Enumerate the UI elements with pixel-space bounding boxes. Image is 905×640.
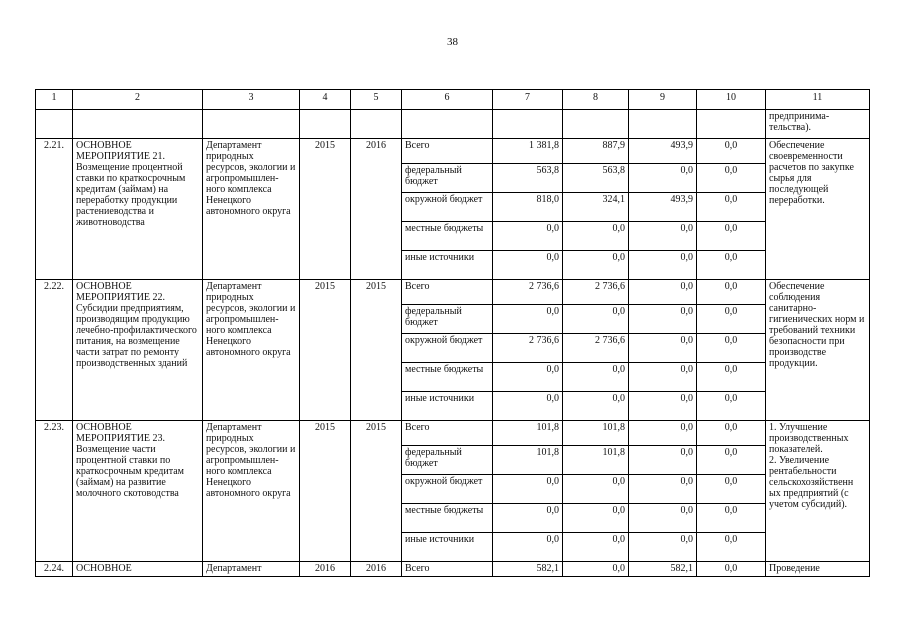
responsible-department: Департамент: [203, 562, 300, 577]
funding-source: местные бюджеты: [402, 363, 493, 392]
amount-year-2: 0,0: [629, 475, 697, 504]
amount-total: 582,1: [493, 562, 563, 577]
amount-year-2: 0,0: [629, 222, 697, 251]
amount-total: 1 381,8: [493, 139, 563, 164]
funding-source: окружной бюджет: [402, 193, 493, 222]
amount-year-1: 0,0: [563, 251, 629, 280]
amount-year-2: 0,0: [629, 363, 697, 392]
amount-year-3: 0,0: [697, 363, 766, 392]
table-row: [36, 139, 870, 164]
amount-year-1: 0,0: [563, 533, 629, 562]
amount-year-3: 0,0: [697, 421, 766, 446]
amount-year-1: 2 736,6: [563, 334, 629, 363]
amount-year-2: 0,0: [629, 164, 697, 193]
funding-source: местные бюджеты: [402, 504, 493, 533]
amount-total: 818,0: [493, 193, 563, 222]
measure-number: 2.21.: [36, 139, 73, 280]
amount-year-2: 0,0: [629, 280, 697, 305]
header-cell: 5: [351, 90, 402, 110]
amount-year-3: 0,0: [697, 533, 766, 562]
amount-year-3: 0,0: [697, 222, 766, 251]
amount-year-3: 0,0: [697, 280, 766, 305]
amount-total: 101,8: [493, 421, 563, 446]
expected-result: 1. Улучшение производственных показателей. 2. Увеличение рентабельности сельскохозяйственн ых предприятий (с учетом субсидий).: [766, 421, 870, 562]
amount-year-2: 0,0: [629, 421, 697, 446]
header-row: [36, 90, 870, 110]
amount-year-2: 0,0: [629, 504, 697, 533]
amount-total: 0,0: [493, 305, 563, 334]
header-cell: 8: [563, 90, 629, 110]
amount-year-2: 0,0: [629, 533, 697, 562]
amount-year-3: 0,0: [697, 446, 766, 475]
amount-year-3: 0,0: [697, 504, 766, 533]
start-year: 2016: [300, 562, 351, 577]
funding-source: окружной бюджет: [402, 475, 493, 504]
table-row: [36, 421, 870, 446]
funding-source: Всего: [402, 139, 493, 164]
amount-year-1: 324,1: [563, 193, 629, 222]
funding-source: Всего: [402, 421, 493, 446]
amount-year-3: 0,0: [697, 251, 766, 280]
funding-source: Всего: [402, 280, 493, 305]
continuation-result: предпринима- тельства).: [766, 110, 870, 139]
header-cell: 6: [402, 90, 493, 110]
measure-description: ОСНОВНОЕ МЕРОПРИЯТИЕ 23. Возмещение части процентной ставки по краткосрочным кредитам (займам) на развитие молочного скотоводства: [73, 421, 203, 562]
amount-year-1: 563,8: [563, 164, 629, 193]
funding-source: иные источники: [402, 251, 493, 280]
amount-year-2: 0,0: [629, 251, 697, 280]
responsible-department: Департамент природных ресурсов, экологии и агропромышлен-ного комплекса Ненецкого автономного округа: [203, 421, 300, 562]
measure-number: 2.24.: [36, 562, 73, 577]
end-year: 2015: [351, 280, 402, 421]
amount-year-3: 0,0: [697, 139, 766, 164]
table-body: [36, 90, 870, 577]
amount-year-3: 0,0: [697, 305, 766, 334]
measure-description: ОСНОВНОЕ МЕРОПРИЯТИЕ 21. Возмещение процентной ставки по краткосрочным кредитам (займам) на переработку продукции растениеводства и животноводства: [73, 139, 203, 280]
amount-total: 0,0: [493, 504, 563, 533]
amount-total: 0,0: [493, 533, 563, 562]
page-number: 38: [447, 36, 458, 48]
amount-year-3: 0,0: [697, 334, 766, 363]
amount-year-1: 0,0: [563, 305, 629, 334]
amount-year-1: 2 736,6: [563, 280, 629, 305]
header-cell: 2: [73, 90, 203, 110]
amount-total: 101,8: [493, 446, 563, 475]
funding-source: федеральный бюджет: [402, 305, 493, 334]
amount-total: 2 736,6: [493, 334, 563, 363]
end-year: 2015: [351, 421, 402, 562]
amount-year-1: 101,8: [563, 421, 629, 446]
table-row: [36, 280, 870, 305]
amount-year-3: 0,0: [697, 193, 766, 222]
amount-year-3: 0,0: [697, 475, 766, 504]
funding-source: окружной бюджет: [402, 334, 493, 363]
expected-result: Обеспечение своевременности расчетов по закупке сырья для последующей переработки.: [766, 139, 870, 280]
end-year: 2016: [351, 139, 402, 280]
header-cell: 1: [36, 90, 73, 110]
expected-result: Обеспечение соблюдения санитарно-гигиенических норм и требований техники безопасности при производстве продукции.: [766, 280, 870, 421]
start-year: 2015: [300, 421, 351, 562]
amount-year-2: 0,0: [629, 392, 697, 421]
start-year: 2015: [300, 280, 351, 421]
amount-total: 0,0: [493, 475, 563, 504]
responsible-department: Департамент природных ресурсов, экологии и агропромышлен-ного комплекса Ненецкого автономного округа: [203, 139, 300, 280]
funding-source: Всего: [402, 562, 493, 577]
amount-year-2: 0,0: [629, 305, 697, 334]
program-table: [35, 89, 870, 577]
header-cell: 7: [493, 90, 563, 110]
funding-source: местные бюджеты: [402, 222, 493, 251]
amount-year-2: 0,0: [629, 334, 697, 363]
amount-year-1: 0,0: [563, 504, 629, 533]
amount-year-1: 101,8: [563, 446, 629, 475]
amount-year-2: 582,1: [629, 562, 697, 577]
amount-total: 0,0: [493, 251, 563, 280]
amount-year-1: 0,0: [563, 562, 629, 577]
measure-number: 2.23.: [36, 421, 73, 562]
amount-year-3: 0,0: [697, 164, 766, 193]
measure-number: 2.22.: [36, 280, 73, 421]
header-cell: 4: [300, 90, 351, 110]
measure-description: ОСНОВНОЕ МЕРОПРИЯТИЕ 22. Субсидии предприятиям, производящим продукцию лечебно-профилактического питания, на возмещение части затрат по ремонту производственных зданий: [73, 280, 203, 421]
measure-description: ОСНОВНОЕ: [73, 562, 203, 577]
funding-source: иные источники: [402, 533, 493, 562]
continuation-row: [36, 110, 870, 139]
funding-source: иные источники: [402, 392, 493, 421]
amount-year-3: 0,0: [697, 562, 766, 577]
funding-source: федеральный бюджет: [402, 164, 493, 193]
funding-source: федеральный бюджет: [402, 446, 493, 475]
amount-total: 563,8: [493, 164, 563, 193]
amount-year-1: 0,0: [563, 392, 629, 421]
table-row: [36, 562, 870, 577]
expected-result: Проведение: [766, 562, 870, 577]
amount-total: 0,0: [493, 392, 563, 421]
amount-year-1: 887,9: [563, 139, 629, 164]
header-cell: 3: [203, 90, 300, 110]
amount-total: 0,0: [493, 222, 563, 251]
header-cell: 10: [697, 90, 766, 110]
amount-year-1: 0,0: [563, 475, 629, 504]
header-cell: 9: [629, 90, 697, 110]
header-cell: 11: [766, 90, 870, 110]
amount-year-2: 493,9: [629, 139, 697, 164]
end-year: 2016: [351, 562, 402, 577]
responsible-department: Департамент природных ресурсов, экологии и агропромышлен-ного комплекса Ненецкого автономного округа: [203, 280, 300, 421]
amount-year-1: 0,0: [563, 363, 629, 392]
start-year: 2015: [300, 139, 351, 280]
amount-year-2: 0,0: [629, 446, 697, 475]
amount-year-2: 493,9: [629, 193, 697, 222]
amount-total: 2 736,6: [493, 280, 563, 305]
amount-year-3: 0,0: [697, 392, 766, 421]
amount-year-1: 0,0: [563, 222, 629, 251]
amount-total: 0,0: [493, 363, 563, 392]
